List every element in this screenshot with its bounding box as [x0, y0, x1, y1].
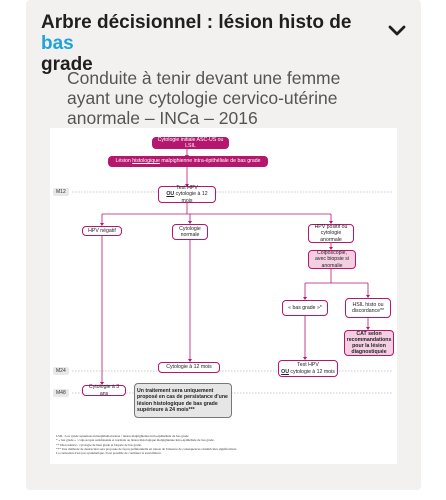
colposcopie-box: Colposcopie, avec biopsie si anomalie: [308, 250, 356, 269]
intro-text: Conduite à tenir devant une femme ayant une cytologie cervico-utérine anormale – INCa – 2016: [67, 68, 341, 128]
cytologie-12-mois-box: Cytologie à 12 mois: [158, 362, 220, 373]
test-hpv-24-box: [278, 360, 338, 377]
footnote: ** Discordance : cytologie de haut grade et biopsie de bas grade.: [56, 442, 142, 447]
bas-grade-box: « bas grade »*: [282, 300, 328, 316]
initial-cytology-box: Cytologie initiale ASC-US ou LSIL: [152, 137, 229, 149]
title-prefix: Arbre décisionnel : lésion histo de: [41, 12, 352, 33]
timepoint-m48: M48: [53, 389, 69, 397]
lesion-suffix: malpighienne intra-épithéliale de bas grade: [159, 158, 261, 165]
test-hpv-2-ou: OU: [281, 368, 289, 375]
hpv-negatif-box: HPV négatif: [82, 226, 122, 236]
test-hpv-2-detail: cytologie à 12 mois: [288, 368, 335, 375]
test-hpv-ou: OU: [166, 191, 175, 198]
cytologie-normale-box: Cytologie normale: [172, 224, 208, 240]
cat-box: CAT selon recommandations pour la lésion diagnostiquée: [344, 330, 394, 356]
flowchart-footnotes: [56, 434, 390, 455]
footnote: *** Une méthode de destruction sera proposée de façon préférentielle en raison de l'absence de conséquences obstétricales significatives.: [56, 446, 238, 451]
lesion-prefix: Lésion: [115, 158, 133, 165]
timepoint-m24: M24: [53, 367, 69, 375]
test-hpv-detail: cytologie à 12 mois: [174, 191, 208, 204]
title-highlight: bas: [41, 33, 74, 54]
test-hpv-2-title: Test HPV: [297, 362, 319, 369]
footnote: * « bas grade » : colposcopie satisfaisante et normale ou lésion histologique malpighienne intra-épithéliale de bas grade.: [56, 438, 215, 443]
test-hpv-12-box: [158, 186, 216, 203]
test-hpv-title: Test HPV: [176, 185, 198, 192]
footnote: La conisation n'est pas systématique. Il est possible de continuer la surveillance.: [56, 451, 162, 456]
hpv-positif-box: HPV positif ou cytologie anormale: [308, 224, 354, 243]
cytologie-3-ans-box: Cytologie à 3 ans: [82, 385, 126, 396]
traitement-box: Un traitement sera uniquement proposé en cas de persistance d'une lésion histologique de bas grade supérieure à 24 mois***: [134, 383, 232, 418]
hsil-box: HSIL histo ou discordance**: [345, 298, 391, 318]
decision-tree-card: [26, 0, 421, 490]
lesion-underlined: histologique: [132, 158, 160, 165]
accordion-title[interactable]: [41, 12, 371, 75]
flowchart-image: [50, 128, 397, 464]
timepoint-m12: M12: [53, 188, 69, 196]
accordion-header[interactable]: [41, 12, 371, 75]
chevron-down-icon[interactable]: [387, 24, 407, 38]
title-suffix: grade: [41, 54, 93, 75]
lesion-box: [108, 156, 268, 167]
footnote: LSIL : low grade squamous intraepithelial lesion / lésion malpighienne intra-épithéliale de bas grade: [56, 434, 189, 438]
